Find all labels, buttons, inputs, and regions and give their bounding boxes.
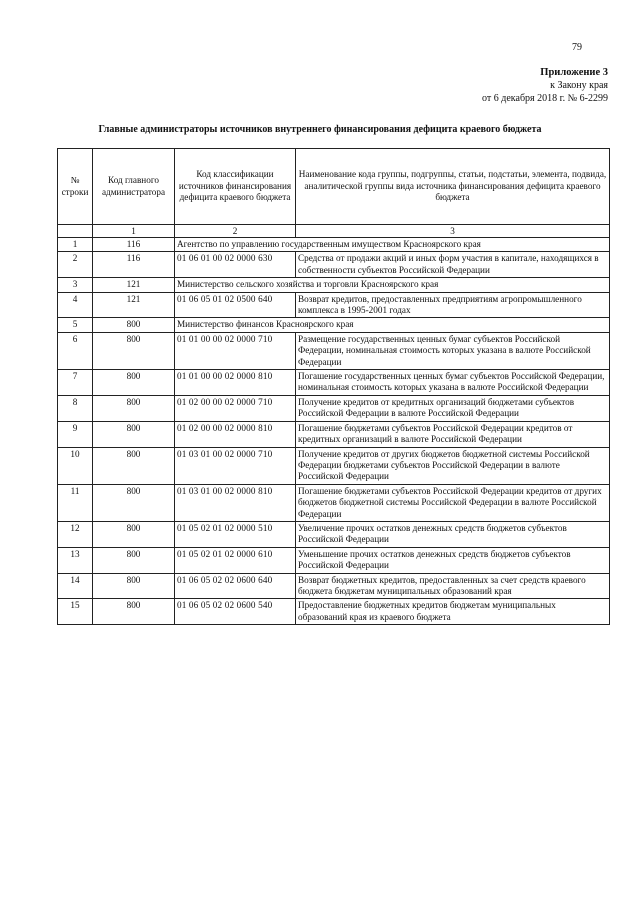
row-number: 11 [58, 484, 93, 521]
table-row [58, 292, 610, 318]
table-row [58, 238, 610, 252]
classification-code: 01 05 02 01 02 0000 610 [175, 547, 296, 573]
row-number: 7 [58, 370, 93, 396]
row-number: 4 [58, 292, 93, 318]
table-row [58, 573, 610, 599]
table-row [58, 547, 610, 573]
admin-code: 800 [93, 395, 175, 421]
source-name: Получение кредитов от кредитных организаций бюджетами субъектов Российской Федерации в валюте Российской Федерации [296, 395, 610, 421]
administrators-table [57, 148, 610, 625]
row-number: 14 [58, 573, 93, 599]
row-number: 1 [58, 238, 93, 252]
admin-code: 800 [93, 318, 175, 332]
source-name: Погашение государственных ценных бумаг субъектов Российской Федерации, номинальная стоимость которых указана в валюте Российской Федерации [296, 370, 610, 396]
row-number: 15 [58, 599, 93, 625]
source-name: Предоставление бюджетных кредитов бюджетам муниципальных образований края из краевого бюджета [296, 599, 610, 625]
appendix-law-ref: к Закону края [550, 80, 608, 91]
table-row [58, 599, 610, 625]
classification-code: 01 06 05 01 02 0500 640 [175, 292, 296, 318]
admin-code: 800 [93, 599, 175, 625]
table-header-row [58, 149, 610, 225]
table-row [58, 278, 610, 292]
admin-code: 800 [93, 547, 175, 573]
admin-code: 121 [93, 278, 175, 292]
classification-code: 01 05 02 01 02 0000 510 [175, 521, 296, 547]
column-number-row [58, 225, 610, 238]
row-number: 9 [58, 421, 93, 447]
admin-code: 800 [93, 332, 175, 369]
row-number: 2 [58, 252, 93, 278]
source-name: Средства от продажи акций и иных форм участия в капитале, находящихся в собственности субъектов Российской Федерации [296, 252, 610, 278]
administrator-name: Министерство сельского хозяйства и торговли Красноярского края [175, 278, 610, 292]
row-number: 6 [58, 332, 93, 369]
classification-code: 01 01 00 00 02 0000 710 [175, 332, 296, 369]
admin-code: 800 [93, 421, 175, 447]
admin-code: 116 [93, 252, 175, 278]
row-number: 12 [58, 521, 93, 547]
table-row [58, 395, 610, 421]
table-row [58, 332, 610, 369]
header-row-number: № строки [58, 149, 93, 225]
row-number: 10 [58, 447, 93, 484]
row-number: 13 [58, 547, 93, 573]
appendix-title: Приложение 3 [540, 67, 608, 78]
classification-code: 01 06 01 00 02 0000 630 [175, 252, 296, 278]
admin-code: 800 [93, 521, 175, 547]
table-row [58, 484, 610, 521]
page-number: 79 [572, 42, 582, 53]
row-number: 8 [58, 395, 93, 421]
classification-code: 01 01 00 00 02 0000 810 [175, 370, 296, 396]
document-title: Главные администраторы источников внутреннего финансирования дефицита краевого бюджета [98, 124, 542, 135]
table-row [58, 521, 610, 547]
classification-code: 01 06 05 02 02 0600 540 [175, 599, 296, 625]
appendix-block [482, 66, 608, 105]
source-name: Возврат кредитов, предоставленных предприятиям агропромышленного комплекса в 1995-2001 годах [296, 292, 610, 318]
header-name: Наименование кода группы, подгруппы, статьи, подстатьи, элемента, подвида, аналитической группы вида источника финансирования дефицита краевого бюджета [296, 149, 610, 225]
classification-code: 01 02 00 00 02 0000 810 [175, 421, 296, 447]
classification-code: 01 03 01 00 02 0000 810 [175, 484, 296, 521]
source-name: Уменьшение прочих остатков денежных средств бюджетов субъектов Российской Федерации [296, 547, 610, 573]
administrator-name: Агентство по управлению государственным имуществом Красноярского края [175, 238, 610, 252]
column-number: 3 [296, 225, 610, 238]
admin-code: 116 [93, 238, 175, 252]
column-number: 1 [93, 225, 175, 238]
source-name: Увеличение прочих остатков денежных средств бюджетов субъектов Российской Федерации [296, 521, 610, 547]
table-row [58, 447, 610, 484]
source-name: Погашение бюджетами субъектов Российской Федерации кредитов от кредитных организаций в валюте Российской Федерации [296, 421, 610, 447]
administrator-name: Министерство финансов Красноярского края [175, 318, 610, 332]
classification-code: 01 03 01 00 02 0000 710 [175, 447, 296, 484]
table-row [58, 370, 610, 396]
source-name: Получение кредитов от других бюджетов бюджетной системы Российской Федерации бюджетами субъектов Российской Федерации в валюте Российской Федерации [296, 447, 610, 484]
classification-code: 01 02 00 00 02 0000 710 [175, 395, 296, 421]
row-number: 3 [58, 278, 93, 292]
header-admin-code: Код главного администратора [93, 149, 175, 225]
table-row [58, 252, 610, 278]
appendix-date: от 6 декабря 2018 г. № 6-2299 [482, 93, 608, 104]
column-number: 2 [175, 225, 296, 238]
column-number-blank [58, 225, 93, 238]
classification-code: 01 06 05 02 02 0600 640 [175, 573, 296, 599]
source-name: Погашение бюджетами субъектов Российской Федерации кредитов от других бюджетов бюджетной системы Российской Федерации в валюте Российской Федерации [296, 484, 610, 521]
source-name: Размещение государственных ценных бумаг субъектов Российской Федерации, номинальная стоимость которых указана в валюте Российской Федерации [296, 332, 610, 369]
admin-code: 800 [93, 484, 175, 521]
table-row [58, 318, 610, 332]
admin-code: 800 [93, 447, 175, 484]
table-row [58, 421, 610, 447]
admin-code: 121 [93, 292, 175, 318]
row-number: 5 [58, 318, 93, 332]
admin-code: 800 [93, 370, 175, 396]
source-name: Возврат бюджетных кредитов, предоставленных за счет средств краевого бюджета бюджетам муниципальных образований края [296, 573, 610, 599]
admin-code: 800 [93, 573, 175, 599]
header-classification-code: Код классификации источников финансирования дефицита краевого бюджета [175, 149, 296, 225]
